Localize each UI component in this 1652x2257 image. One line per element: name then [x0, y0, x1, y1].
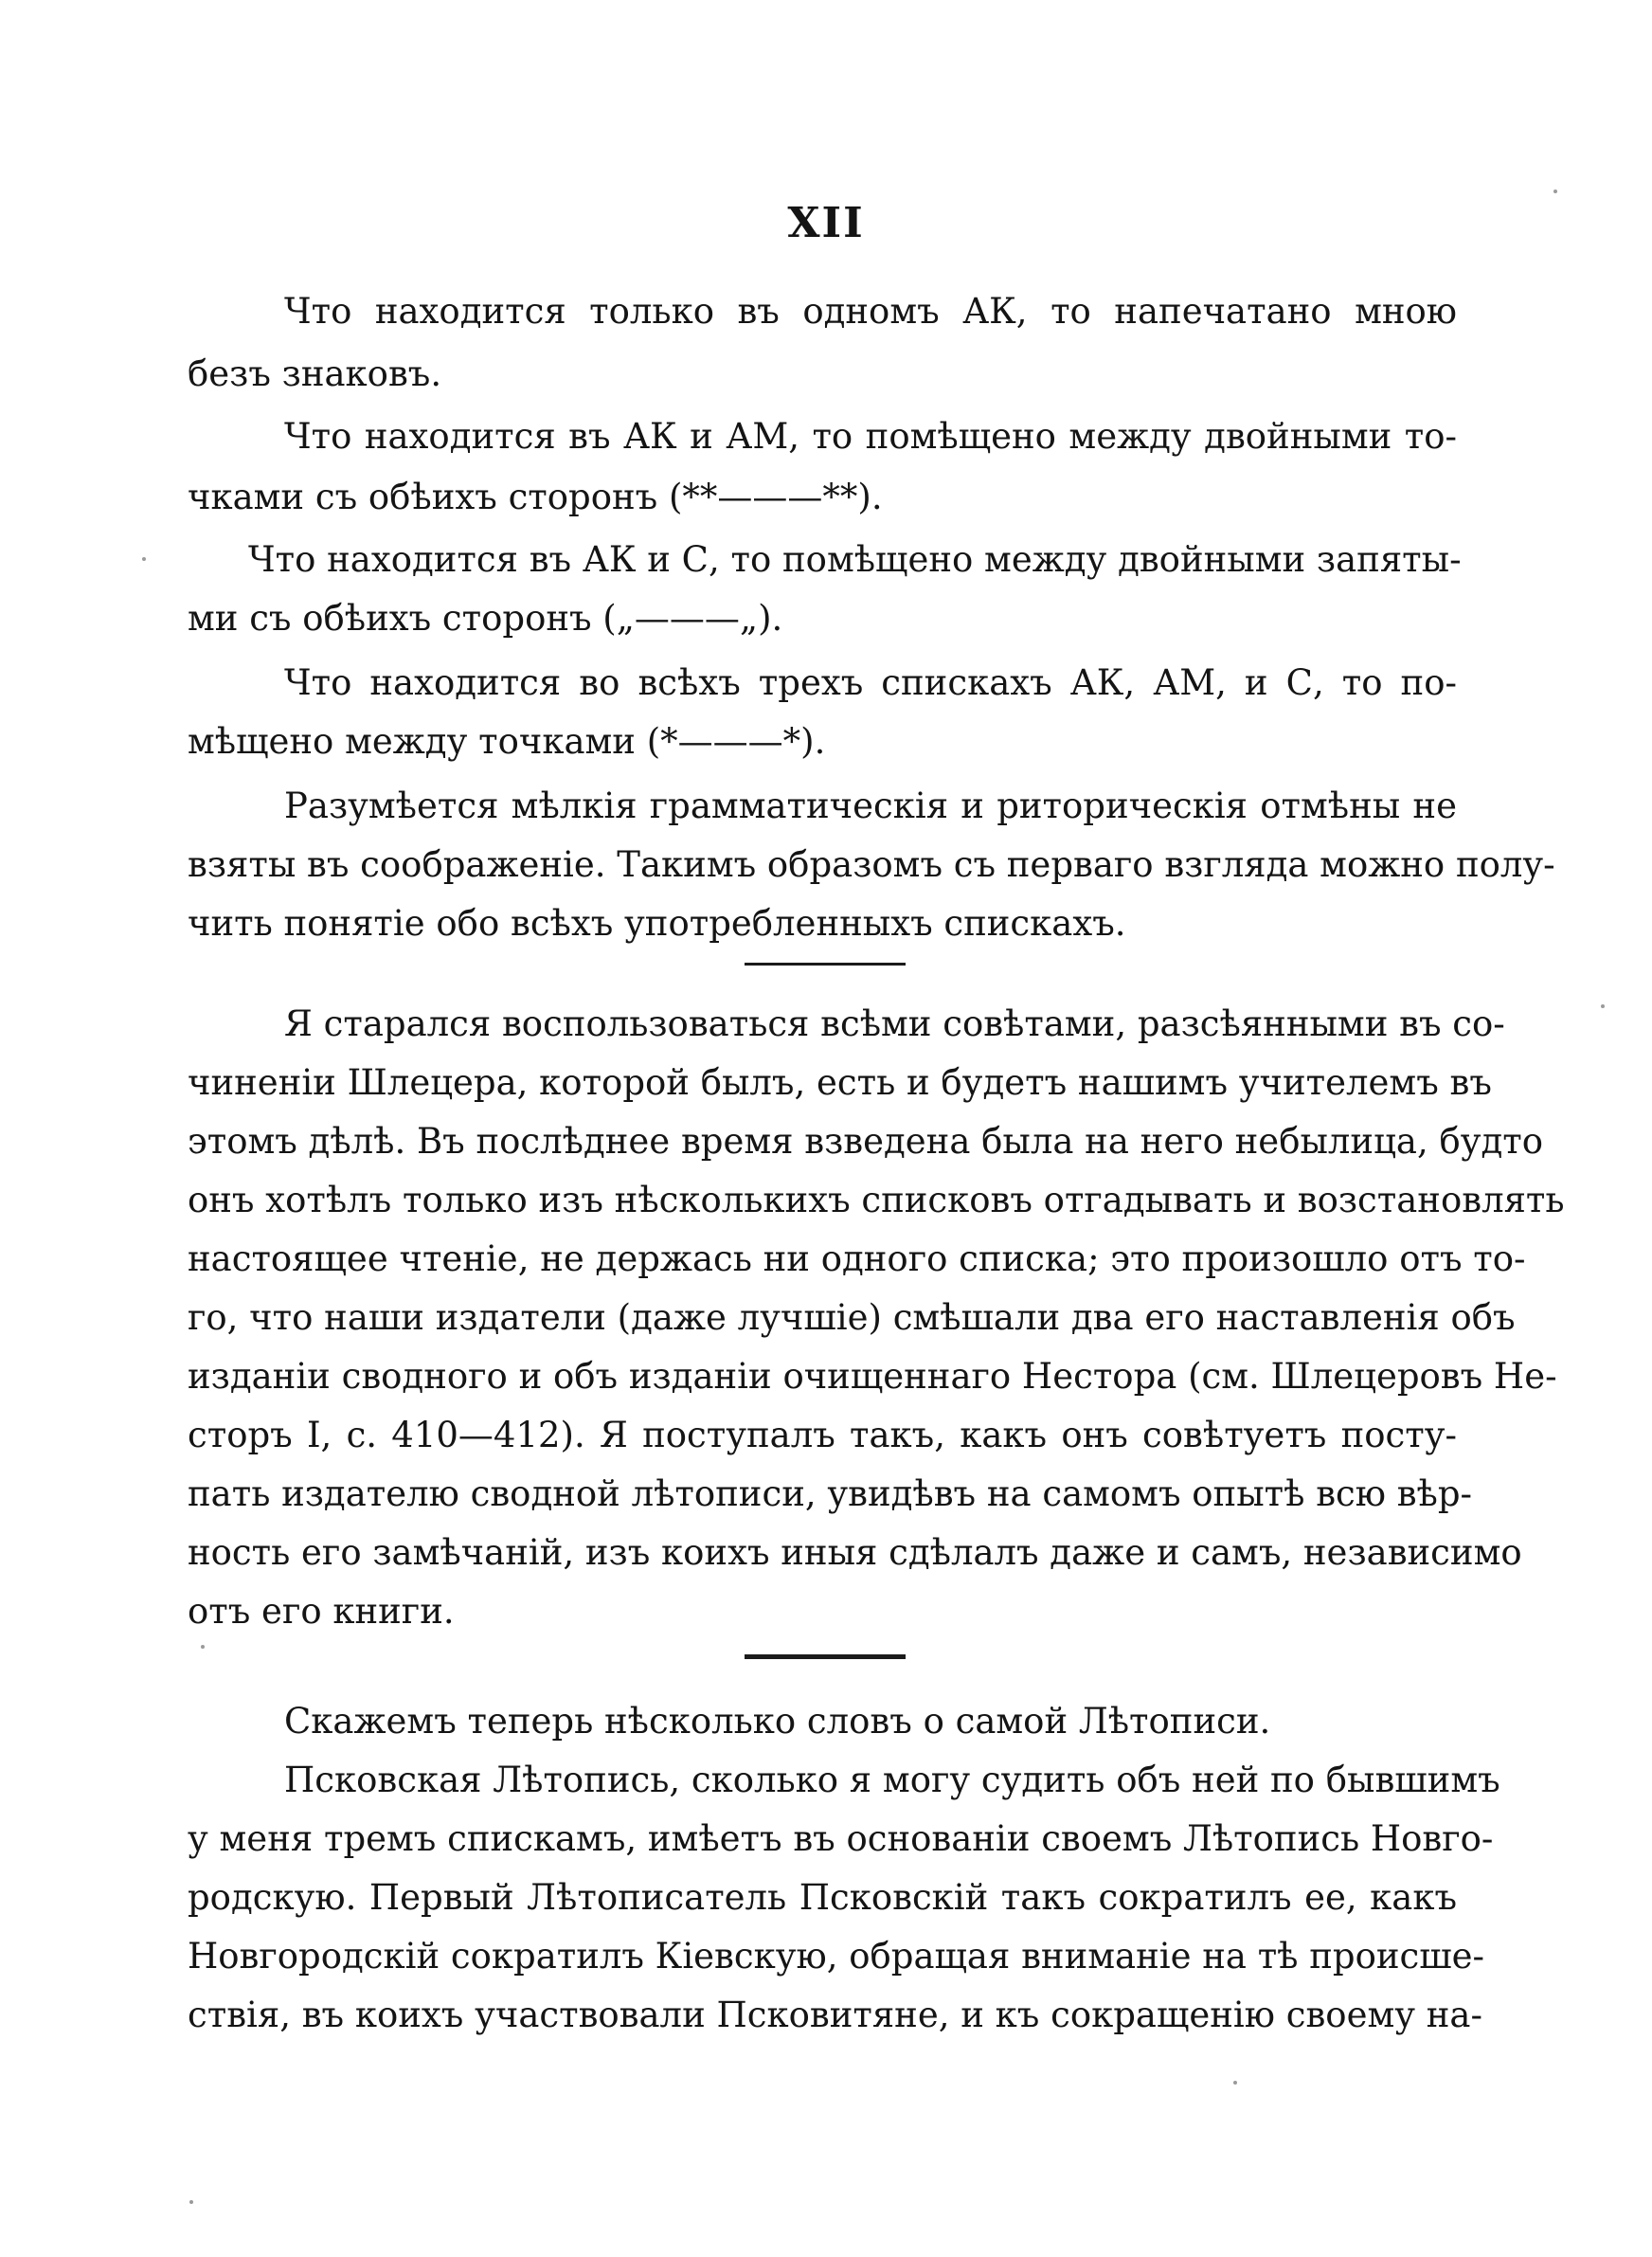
text-line: чить понятіе обо всѣхъ употребленныхъ спискахъ. [188, 903, 1126, 944]
text-line: безъ знаковъ. [188, 353, 442, 394]
text-line: чиненіи Шлецера, которой былъ, есть и будетъ нашимъ учителемъ въ [188, 1062, 1492, 1103]
text-line: чками съ обѣихъ сторонъ (**———**). [188, 477, 883, 517]
scan-speck [1233, 2081, 1237, 2085]
page-number: XII [787, 199, 865, 247]
text-line: Что находится во всѣхъ трехъ спискахъ АК, АМ, и С, то по- [284, 662, 1457, 703]
scan-speck [189, 2200, 193, 2204]
text-line: Скажемъ теперь нѣсколько словъ о самой Лѣтописи. [284, 1701, 1271, 1742]
text-line: Что находится въ АК и С, то помѣщено между двойными запяты- [248, 539, 1462, 580]
text-line: родскую. Первый Лѣтописатель Псковскій такъ сократилъ ее, какъ [188, 1877, 1457, 1918]
text-line: изданіи сводного и объ изданіи очищеннаго Нестора (см. Шлецеровъ Не- [188, 1356, 1557, 1397]
text-line: Что находится только въ одномъ АК, то напечатано мною [284, 291, 1457, 332]
text-line: у меня тремъ спискамъ, имѣетъ въ основаніи своемъ Лѣтопись Новго- [188, 1818, 1494, 1859]
text-line: сторъ I, с. 410—412). Я поступалъ такъ, какъ онъ совѣтуетъ посту- [188, 1415, 1457, 1455]
text-line: Я старался воспользоваться всѣми совѣтами, разсѣянными въ со- [284, 1003, 1505, 1044]
text-line: ность его замѣчаній, изъ коихъ иныя сдѣлалъ даже и самъ, независимо [188, 1532, 1522, 1573]
text-line: пать издателю сводной лѣтописи, увидѣвъ на самомъ опытѣ всю вѣр- [188, 1473, 1473, 1514]
text-line: Псковская Лѣтопись, сколько я могу судить объ ней по бывшимъ [284, 1760, 1500, 1800]
text-line: взяты въ соображеніе. Такимъ образомъ съ перваго взгляда можно полу- [188, 844, 1555, 885]
scan-speck [1553, 190, 1557, 193]
scan-speck [142, 557, 146, 561]
text-line: Что находится въ АК и АМ, то помѣщено между двойными то- [284, 416, 1457, 457]
text-line: мѣщено между точками (*———*). [188, 721, 826, 762]
section-divider [745, 963, 906, 966]
scan-speck [201, 1645, 205, 1649]
text-line: отъ его книги. [188, 1591, 455, 1632]
text-line: ствія, въ коихъ участвовали Псковитяне, и къ сокращенію своему на- [188, 1995, 1482, 2035]
scan-speck [1601, 1004, 1605, 1008]
text-line: ми съ обѣихъ сторонъ („———„). [188, 598, 783, 639]
text-line: настоящее чтеніе, не держась ни одного списка; это произошло отъ то- [188, 1238, 1526, 1279]
text-line: го, что наши издатели (даже лучшіе) смѣшали два его наставленія объ [188, 1297, 1516, 1338]
section-divider [745, 1654, 906, 1659]
text-line: онъ хотѣлъ только изъ нѣсколькихъ списковъ отгадывать и возстановлять [188, 1180, 1565, 1220]
text-line: Разумѣется мѣлкія грамматическія и риторическія отмѣны не [284, 785, 1457, 826]
text-line: Новгородскій сократилъ Кіевскую, обращая вниманіе на тѣ происше- [188, 1936, 1485, 1977]
text-line: этомъ дѣлѣ. Въ послѣднее время взведена была на него небылица, будто [188, 1121, 1544, 1162]
